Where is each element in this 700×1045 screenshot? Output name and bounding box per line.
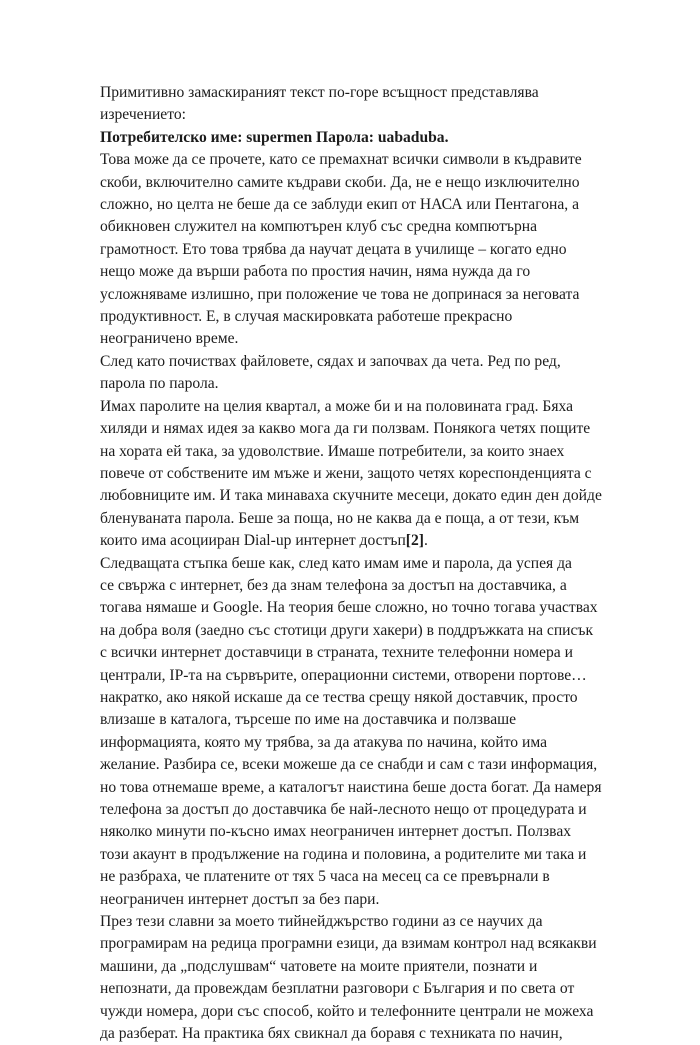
text-line: машини, да „подслушвам“ чатовете на моите приятели, познати и [100,957,538,975]
document-body [100,82,620,1045]
text-line [100,530,620,552]
text-line: няколко минути по-късно имах неограничен интернет достъп. Ползвах [100,823,572,841]
text-line: неограничено време. [100,330,239,348]
text-line: на добра воля (заедно със стотици други хакери) в поддръжката на списък [100,621,594,639]
text-line: сложно, но целта не беше да се заблуди екип от НАСА или Пентагона, а [100,196,579,214]
text-line: хиляди и нямах идея за какво мога да ги ползвам. Понякога четях пощите [100,420,591,438]
text-line: обикновен служител на компютърен клуб със средна компютърна [100,218,538,236]
text-line-content: които има асоцииран Dial-up интернет достъп [100,532,406,550]
text-line: желание. Разбира се, всеки можеше да се снабди и сам с тази информация, [100,756,598,774]
footnote-reference[interactable]: [2] [405,532,424,550]
text-line: След като почиствах файловете, сядах и започвах да чета. Ред по ред, [100,352,561,370]
text-line: изречението: [100,106,186,124]
text-line: продуктивност. Е, в случая маскировката работеше прекрасно [100,308,513,326]
text-line: грамотност. Ето това трябва да научат децата в училище – когато едно [100,240,567,258]
paragraph-internet-access [100,553,620,912]
text-line: През тези славни за моето тийнейджърство години аз се научих да [100,913,543,931]
text-line: повече от собствените им мъже и жени, защото четях кореспонденцията с [100,464,592,482]
text-line: но това отнемаше време, а каталогът наистина беше доста богат. Да намеря [100,778,602,796]
text-line: програмирам на редица програмни езици, да взимам контрол над всякакви [100,935,597,953]
paragraph-explanation [100,149,620,351]
paragraph-reading [100,351,620,396]
text-line: да разберат. На практика бях свикнал да боравя с техниката по начин, [100,1025,563,1043]
text-line: този акаунт в продължение на година и половина, а родителите ми така и [100,845,587,863]
paragraph-teen-years [100,911,620,1045]
text-line: чужди номера, дори със способ, който и телефонните централи не можеха [100,1002,594,1020]
text-line: влизаше в каталога, търсеше по име на доставчика и ползваше [100,711,517,729]
text-line: нещо може да върши работа по простия начин, няма нужда да го [100,263,531,281]
text-line: централи, IP-та на сървърите, операционни системи, отворени портове… [100,666,587,684]
text-line: не разбраха, че платените от тях 5 часа на месец са се превърнали в [100,868,550,886]
text-line: скоби, включително самите къдрави скоби. Да, не е нещо изключително [100,173,580,191]
text-line: на хората ей така, за удоволствие. Имаше потребители, за които знаех [100,442,565,460]
text-line: тогава нямаше и Google. На теория беше сложно, но точно тогава участвах [100,599,598,617]
paragraph-passwords [100,396,620,553]
text-line: Потребителско име: supermen Парола: uabaduba. [100,128,449,146]
text-line: парола по парола. [100,375,219,393]
text-line: информацията, която му трябва, за да атакува по начина, който има [100,733,548,751]
text-line: накратко, ако някой искаше да се тества срещу някой доставчик, просто [100,688,578,706]
text-line: се свържа с интернет, без да знам телефона за достъп на доставчика, а [100,576,567,594]
text-line: любовниците им. И така минаваха скучните месеци, докато един ден дойде [100,487,602,505]
text-line: телефона за достъп до доставчика бе най-лесното нещо от процедурата и [100,801,587,818]
text-line-punctuation: . [423,532,428,550]
text-line: Имах паролите на целия квартал, а може би и на половината град. Бяха [100,397,574,415]
paragraph-intro [100,82,620,127]
text-line: с всички интернет доставчици в страната, техните телефонни номера и [100,644,573,662]
text-line: бленуваната парола. Беше за поща, но не каква да е поща, а от тези, към [100,509,580,527]
text-line: усложняваме излишно, при положение че това не допринася за неговата [100,285,580,303]
text-line: Следващата стъпка беше как, след като имам име и парола, да успея да [100,554,572,572]
text-line: Примитивно замаскираният текст по-горе всъщност представлява [100,84,539,101]
text-line: неограничен интернет достъп за без пари. [100,890,380,908]
paragraph-credentials [100,127,620,149]
text-line: непознати, да провеждам безплатни разговори с България и по света от [100,980,575,998]
text-line: Това може да се прочете, като се премахнат всички символи в къдравите [100,151,582,169]
